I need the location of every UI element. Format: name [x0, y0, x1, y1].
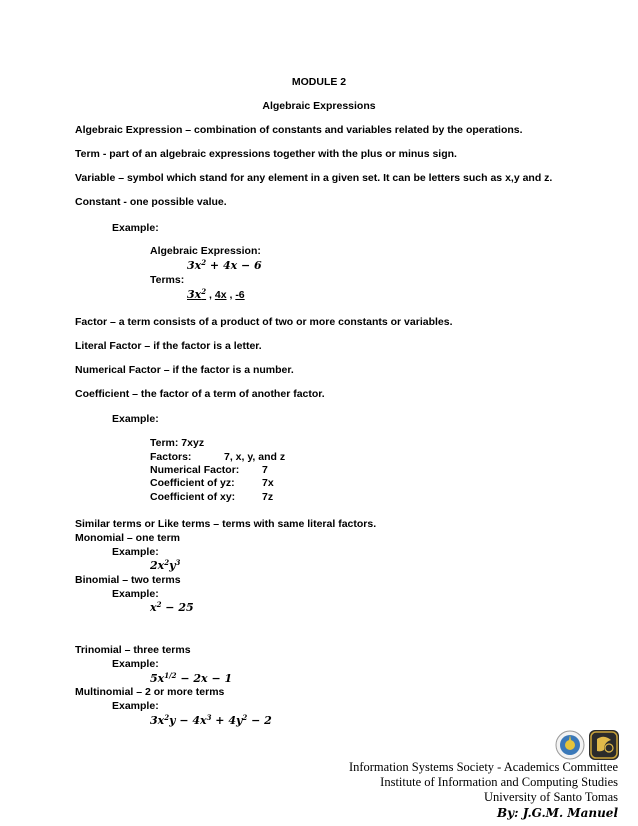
numerical-factor-value: 7 — [262, 464, 268, 476]
example-label: Example: — [112, 546, 159, 558]
term-b: 4x — [214, 289, 227, 301]
terms-list — [187, 288, 245, 302]
multinomial-example: $3x^2y - 4x^3 + 4y^2 - 2$ — [150, 713, 272, 727]
example-label: Example: — [112, 222, 159, 234]
numerical-factor-label: Numerical Factor: — [150, 464, 240, 476]
example-label: Example: — [112, 658, 159, 670]
def-binomial: Binomial – two terms — [75, 574, 181, 586]
example-label: Example: — [112, 700, 159, 712]
society-logo — [589, 730, 619, 760]
coef-xy-value: 7z — [262, 491, 274, 503]
footer-line-1: Information Systems Society - Academics Committee — [348, 760, 618, 774]
factors-label: Factors: — [150, 451, 192, 463]
term-separator: , — [229, 289, 233, 301]
coef-yz-label: Coefficient of yz: — [150, 477, 235, 489]
seal-logo — [555, 730, 585, 760]
footer-line-3: University of Santo Tomas — [484, 790, 618, 804]
binomial-example: $x^2 - 25$ — [150, 600, 194, 614]
topic-title: Algebraic Expressions — [262, 100, 376, 112]
term-7xyz: Term: 7xyz — [150, 437, 205, 449]
def-coefficient: Coefficient – the factor of a term of another factor. — [75, 388, 325, 400]
def-literal-factor: Literal Factor – if the factor is a letter. — [75, 340, 262, 352]
coef-yz-value: 7x — [262, 477, 274, 489]
def-constant: Constant - one possible value. — [75, 196, 227, 208]
module-title: MODULE 2 — [291, 76, 347, 88]
def-numerical-factor: Numerical Factor – if the factor is a number. — [75, 364, 294, 376]
author-signature: By: J.G.M. Manuel — [497, 806, 618, 820]
def-variable: Variable – symbol which stand for any element in a given set. It can be letters such as x,y and z. — [75, 172, 553, 184]
trinomial-example: $5x^{1/2} - 2x - 1$ — [150, 671, 233, 685]
def-term: Term - part of an algebraic expressions together with the plus or minus sign. — [75, 148, 457, 160]
def-multinomial: Multinomial – 2 or more terms — [75, 686, 225, 698]
factors-value: 7, x, y, and z — [224, 451, 286, 463]
footer-line-2: Institute of Information and Computing Studies — [380, 775, 618, 789]
term-c: -6 — [235, 289, 245, 301]
term-a: $3x^2$ — [187, 287, 207, 301]
monomial-example: $2x^2y^3$ — [150, 558, 181, 572]
terms-label: Terms: — [150, 274, 185, 286]
example-label: Example: — [112, 413, 159, 425]
expr-label: Algebraic Expression: — [150, 245, 261, 257]
def-similar-terms: Similar terms or Like terms – terms with same literal factors. — [75, 518, 377, 530]
math-expression: $3x^2 + 4x - 6$ — [187, 258, 262, 272]
coef-xy-label: Coefficient of xy: — [150, 491, 236, 503]
def-trinomial: Trinomial – three terms — [75, 644, 191, 656]
def-algebraic-expression: Algebraic Expression – combination of constants and variables related by the operations. — [75, 124, 523, 136]
def-monomial: Monomial – one term — [75, 532, 181, 544]
term-separator: , — [209, 289, 212, 301]
def-factor: Factor – a term consists of a product of two or more constants or variables. — [75, 316, 453, 328]
example-label: Example: — [112, 588, 159, 600]
